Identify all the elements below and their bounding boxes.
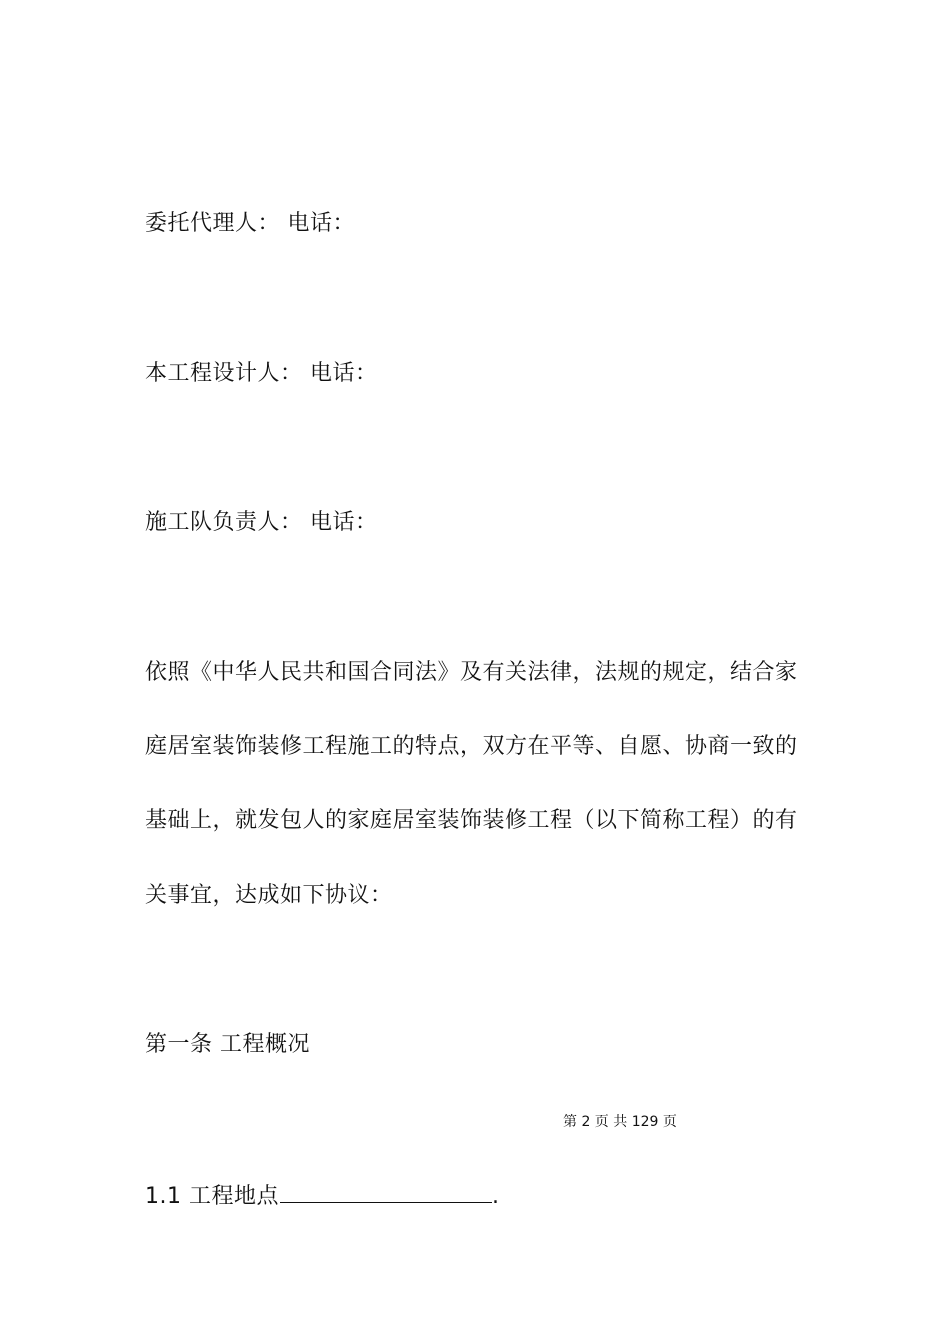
item-1-1-suffix: . (491, 1184, 500, 1209)
page-number: 第 2 页 共 129 页 (563, 1114, 677, 1130)
item-1-1-label: 1.1 工程地点 (145, 1184, 279, 1209)
location-blank (280, 1180, 492, 1203)
designer-phone-line: 本工程设计人： 电话： (145, 361, 378, 386)
preamble-line-4: 关事宜，达成如下协议： (145, 883, 393, 908)
preamble-line-2: 庭居室装饰装修工程施工的特点，双方在平等、自愿、协商一致的 (145, 734, 798, 759)
preamble-line-1: 依照《中华人民共和国合同法》及有关法律，法规的规定，结合家 (145, 660, 798, 685)
preamble-line-3: 基础上，就发包人的家庭居室装饰装修工程（以下简称工程）的有 (145, 808, 798, 833)
article-1-heading: 第一条 工程概况 (145, 1032, 310, 1057)
team-lead-phone-line: 施工队负责人： 电话： (145, 510, 378, 535)
item-1-1-location (145, 1180, 499, 1212)
agent-phone-line: 委托代理人： 电话： (145, 211, 355, 236)
